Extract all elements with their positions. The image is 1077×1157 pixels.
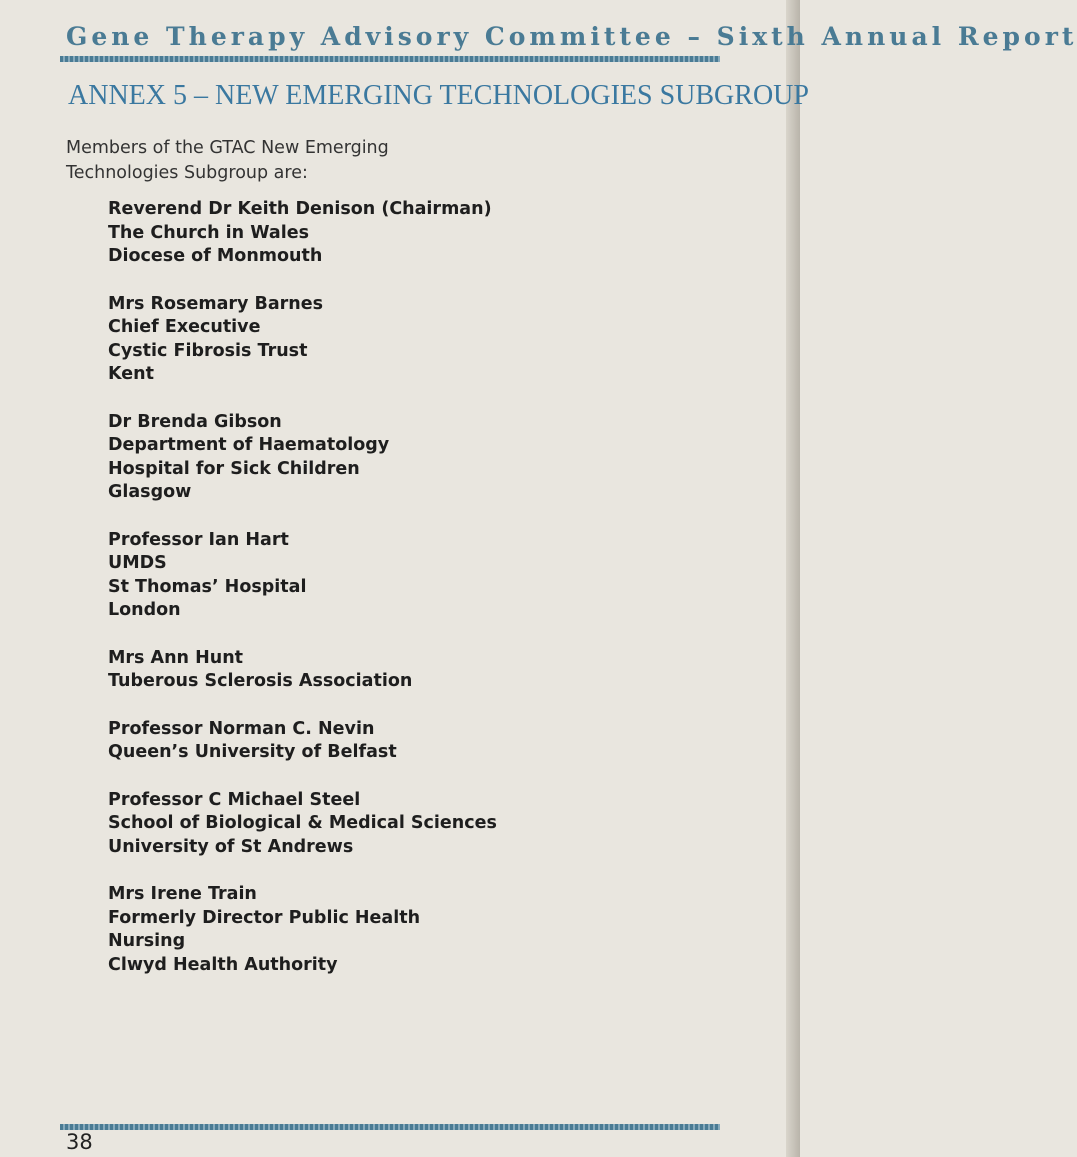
member-affiliation: UMDS <box>108 553 167 573</box>
member-affiliation: Diocese of Monmouth <box>108 246 323 266</box>
member-affiliation: Cystic Fibrosis Trust <box>108 340 308 361</box>
member-entry <box>108 789 668 860</box>
member-affiliation: London <box>108 600 181 620</box>
member-affiliation: Formerly Director Public Health <box>108 907 421 928</box>
header-rule <box>60 56 720 62</box>
member-affiliation: School of Biological & Medical Sciences <box>108 813 497 833</box>
member-affiliation: Glasgow <box>108 482 192 502</box>
member-entry <box>108 411 668 505</box>
member-name: Dr Brenda Gibson <box>108 411 282 432</box>
member-affiliation: St Thomas’ Hospital <box>108 576 307 597</box>
member-entry <box>108 883 668 977</box>
page-edge <box>786 0 800 1157</box>
member-name: Reverend Dr Keith Denison (Chairman) <box>108 199 492 219</box>
annex-title: ANNEX 5 – NEW EMERGING TECHNOLOGIES SUBGROUP <box>68 80 809 111</box>
member-affiliation: Nursing <box>108 931 186 951</box>
member-entry <box>108 293 668 387</box>
member-affiliation: Kent <box>108 364 154 384</box>
member-name: Mrs Rosemary Barnes <box>108 293 324 314</box>
member-affiliation: Queen’s University of Belfast <box>108 742 397 762</box>
member-affiliation: Hospital for Sick Children <box>108 458 360 479</box>
intro-text: Members of the GTAC New Emerging Technologies Subgroup are: <box>66 138 389 183</box>
member-affiliation: The Church in Wales <box>108 222 309 243</box>
footer-rule <box>60 1124 720 1130</box>
member-entry <box>108 647 668 694</box>
member-name: Professor Ian Hart <box>108 529 289 550</box>
member-list <box>108 198 668 1001</box>
member-affiliation: Department of Haematology <box>108 435 390 455</box>
running-header: Gene Therapy Advisory Committee – Sixth Annual Report <box>66 22 1077 51</box>
member-affiliation: University of St Andrews <box>108 836 354 857</box>
member-affiliation: Chief Executive <box>108 317 261 337</box>
member-entry <box>108 718 668 765</box>
member-name: Mrs Ann Hunt <box>108 647 244 668</box>
member-affiliation: Tuberous Sclerosis Association <box>108 671 413 691</box>
member-name: Professor Norman C. Nevin <box>108 718 375 739</box>
member-entry <box>108 529 668 623</box>
member-entry <box>108 198 668 269</box>
member-affiliation: Clwyd Health Authority <box>108 954 338 975</box>
member-name: Professor C Michael Steel <box>108 789 361 810</box>
page-number: 38 <box>66 1130 93 1154</box>
member-name: Mrs Irene Train <box>108 884 257 904</box>
